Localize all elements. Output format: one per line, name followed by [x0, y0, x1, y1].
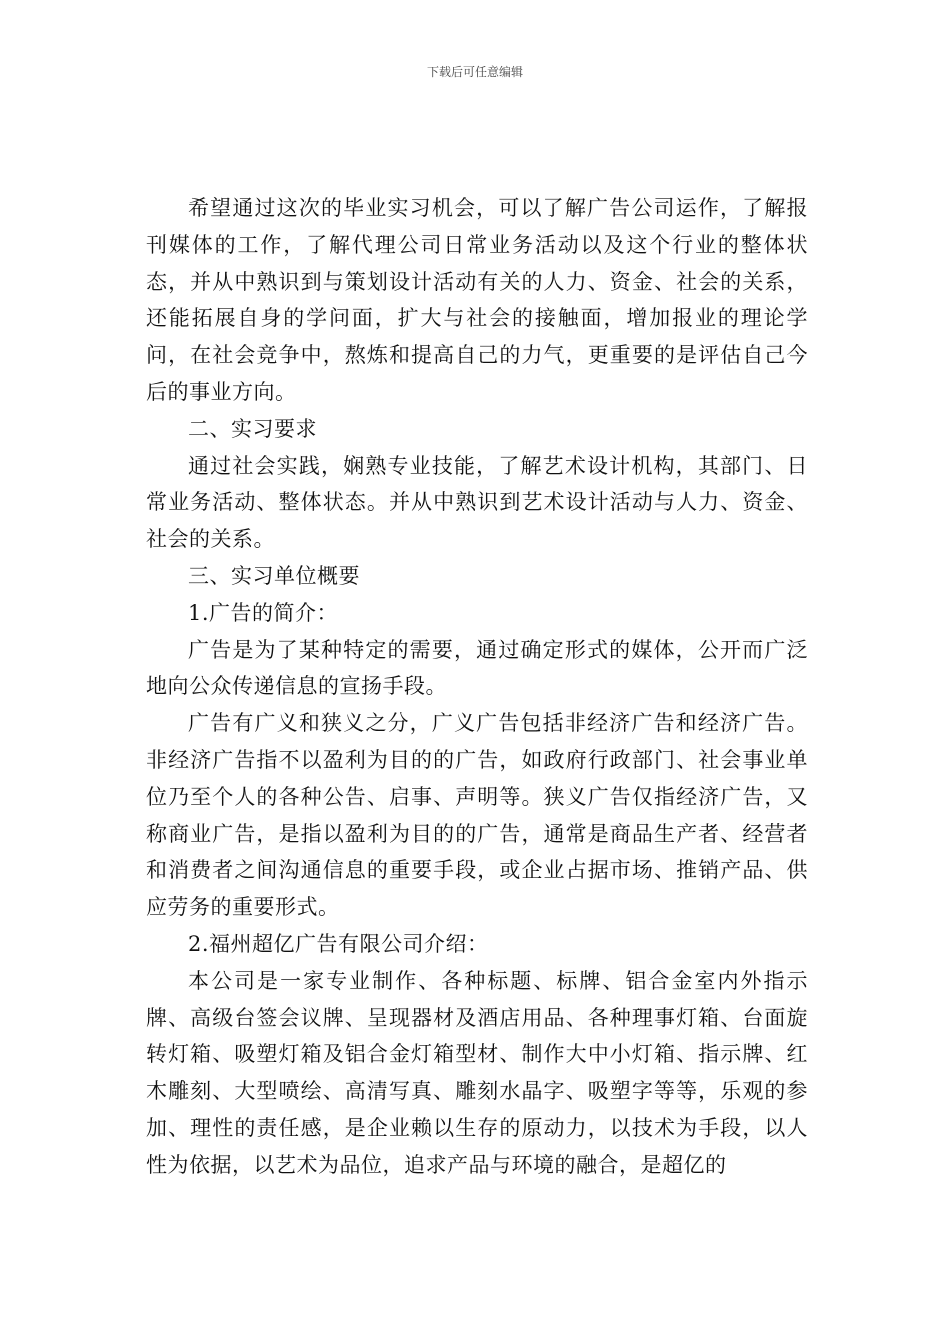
paragraph-requirements: 通过社会实践，娴熟专业技能，了解艺术设计机构，其部门、日常业务活动、整体状态。并从中熟识到艺术设计活动与人力、资金、社会的关系。: [146, 453, 808, 552]
paragraph-purpose: 希望通过这次的毕业实习机会，可以了解广告公司运作，了解报刊媒体的工作，了解代理公司日常业务活动以及这个行业的整体状态，并从中熟识到与策划设计活动有关的人力、资金、社会的关系，还能拓展自身的学问面，扩大与社会的接触面，增加报业的理论学问，在社会竞争中，熬炼和提高自己的力气，更重要的是评估自己今后的事业方向。: [146, 196, 808, 404]
document-body: [146, 190, 808, 1184]
header-note: 下载后可任意编辑: [426, 65, 523, 79]
subsection-heading-company-intro: 2.福州超亿广告有限公司介绍：: [188, 931, 489, 956]
subsection-heading-ad-intro: 1.广告的简介：: [188, 600, 339, 625]
paragraph-ad-types: 广告有广义和狭义之分，广义广告包括非经济广告和经济广告。非经济广告指不以盈利为目的的广告，如政府行政部门、社会事业单位乃至个人的各种公告、启事、声明等。狭义广告仅指经济广告，又称商业广告，是指以盈利为目的的广告，通常是商品生产者、经营者和消费者之间沟通信息的重要手段，或企业占据市场、推销产品、供应劳务的重要形式。: [146, 711, 808, 920]
section-heading-requirements: 二、实习要求: [188, 416, 317, 441]
paragraph-ad-definition: 广告是为了某种特定的需要，通过确定形式的媒体，公开而广泛地向公众传递信息的宣扬手段。: [146, 637, 808, 699]
section-heading-unit-overview: 三、实习单位概要: [188, 563, 360, 588]
paragraph-company-intro: 本公司是一家专业制作、各种标题、标牌、铝合金室内外指示牌、高级台签会议牌、呈现器材及酒店用品、各种理事灯箱、台面旋转灯箱、吸塑灯箱及铝合金灯箱型材、制作大中小灯箱、指示牌、红木雕刻、大型喷绘、高清写真、雕刻水晶字、吸塑字等等，乐观的参加、理性的责任感，是企业赖以生存的原动力，以技术为手段，以人性为依据，以艺术为品位，追求产品与环境的融合，是超亿的: [146, 968, 808, 1177]
